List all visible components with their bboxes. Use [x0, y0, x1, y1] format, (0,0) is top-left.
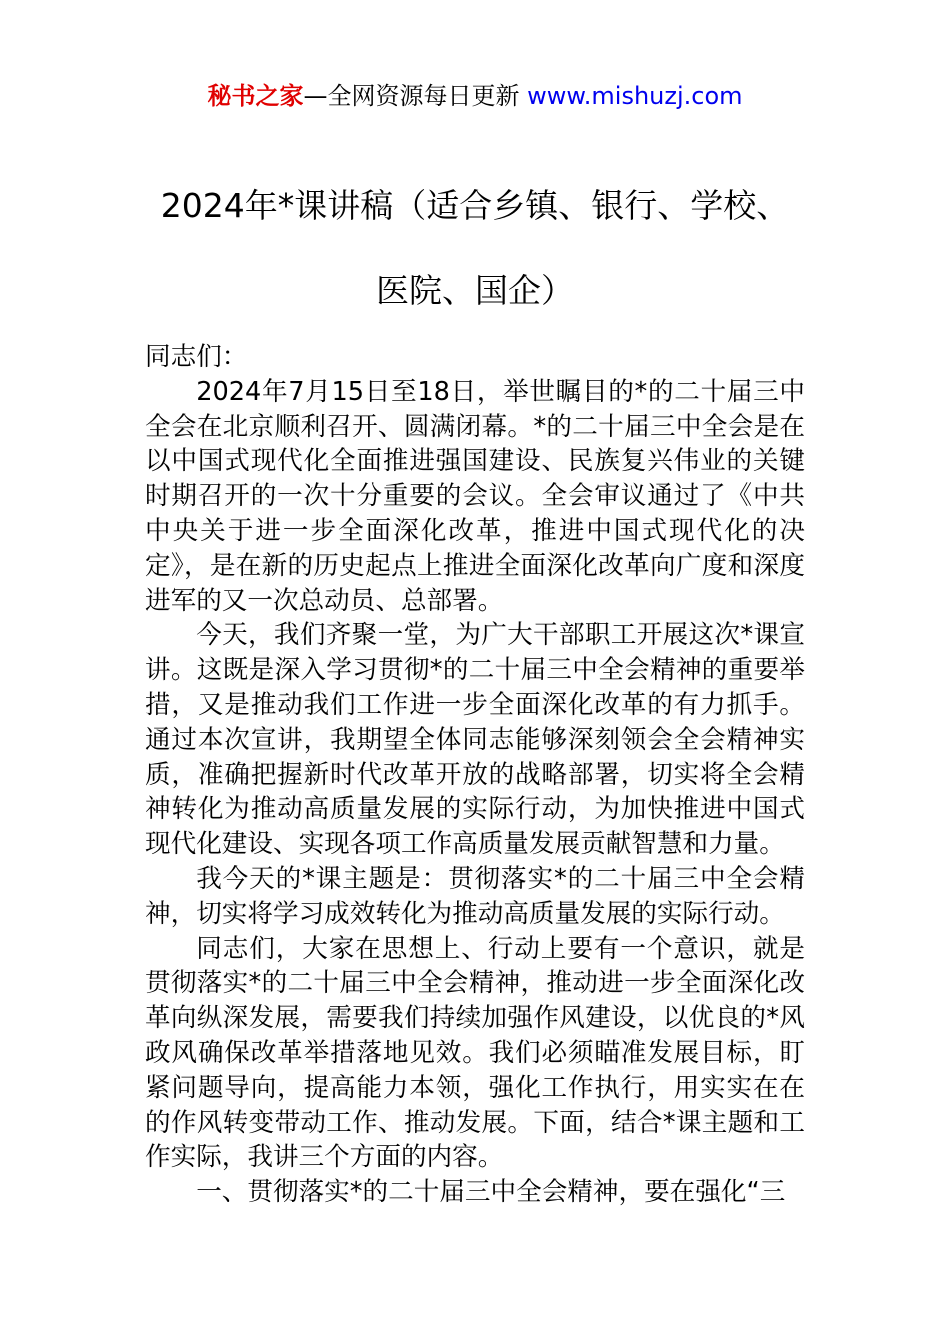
- paragraph: 同志们，大家在思想上、行动上要有一个意识，就是贯彻落实*的二十届三中全会精神，推动进一步全面深化改革向纵深发展，需要我们持续加强作风建设，以优良的*风政风确保改革举措落地见效。我们必须瞄准发展目标，盯紧问题导向，提高能力本领，强化工作执行，用实实在在的作风转变带动工作、推动发展。下面，结合*课主题和工作实际，我讲三个方面的内容。: [145, 933, 805, 1173]
- paragraph: 2024年7月15日至18日，举世瞩目的*的二十届三中全会在北京顺利召开、圆满闭幕。*的二十届三中全会是在以中国式现代化全面推进强国建设、民族复兴伟业的关键时期召开的一次十分重要的会议。全会审议通过了《中共中央关于进一步全面深化改革，推进中国式现代化的决定》，是在新的历史起点上推进全面深化改革向广度和深度进军的又一次总动员、总部署。: [145, 376, 805, 616]
- paragraph: 今天，我们齐聚一堂，为广大干部职工开展这次*课宣讲。这既是深入学习贯彻*的二十届三中全会精神的重要举措，又是推动我们工作进一步全面深化改革的有力抓手。通过本次宣讲，我期望全体同志能够深刻领会全会精神实质，准确把握新时代改革开放的战略部署，切实将全会精神转化为推动高质量发展的实际行动，为加快推进中国式现代化建设、实现各项工作高质量发展贡献智慧和力量。: [145, 620, 805, 860]
- document-title-line2: 医院、国企）: [376, 271, 574, 310]
- site-brand: 秘书之家: [207, 82, 304, 110]
- site-header: [0, 80, 950, 112]
- document-body: [145, 340, 805, 1210]
- paragraph: 我今天的*课主题是：贯彻落实*的二十届三中全会精神，切实将学习成效转化为推动高质量发展的实际行动。: [145, 863, 805, 929]
- site-url-link[interactable]: www.mishuzj.com: [527, 82, 743, 110]
- document-title-line1: 2024年*课讲稿（适合乡镇、银行、学校、: [160, 186, 790, 225]
- salutation: 同志们：: [145, 342, 248, 372]
- site-tagline: —全网资源每日更新: [303, 82, 528, 110]
- document-title: [145, 182, 805, 314]
- section-heading: 一、贯彻落实*的二十届三中全会精神，要在强化“三: [196, 1177, 786, 1208]
